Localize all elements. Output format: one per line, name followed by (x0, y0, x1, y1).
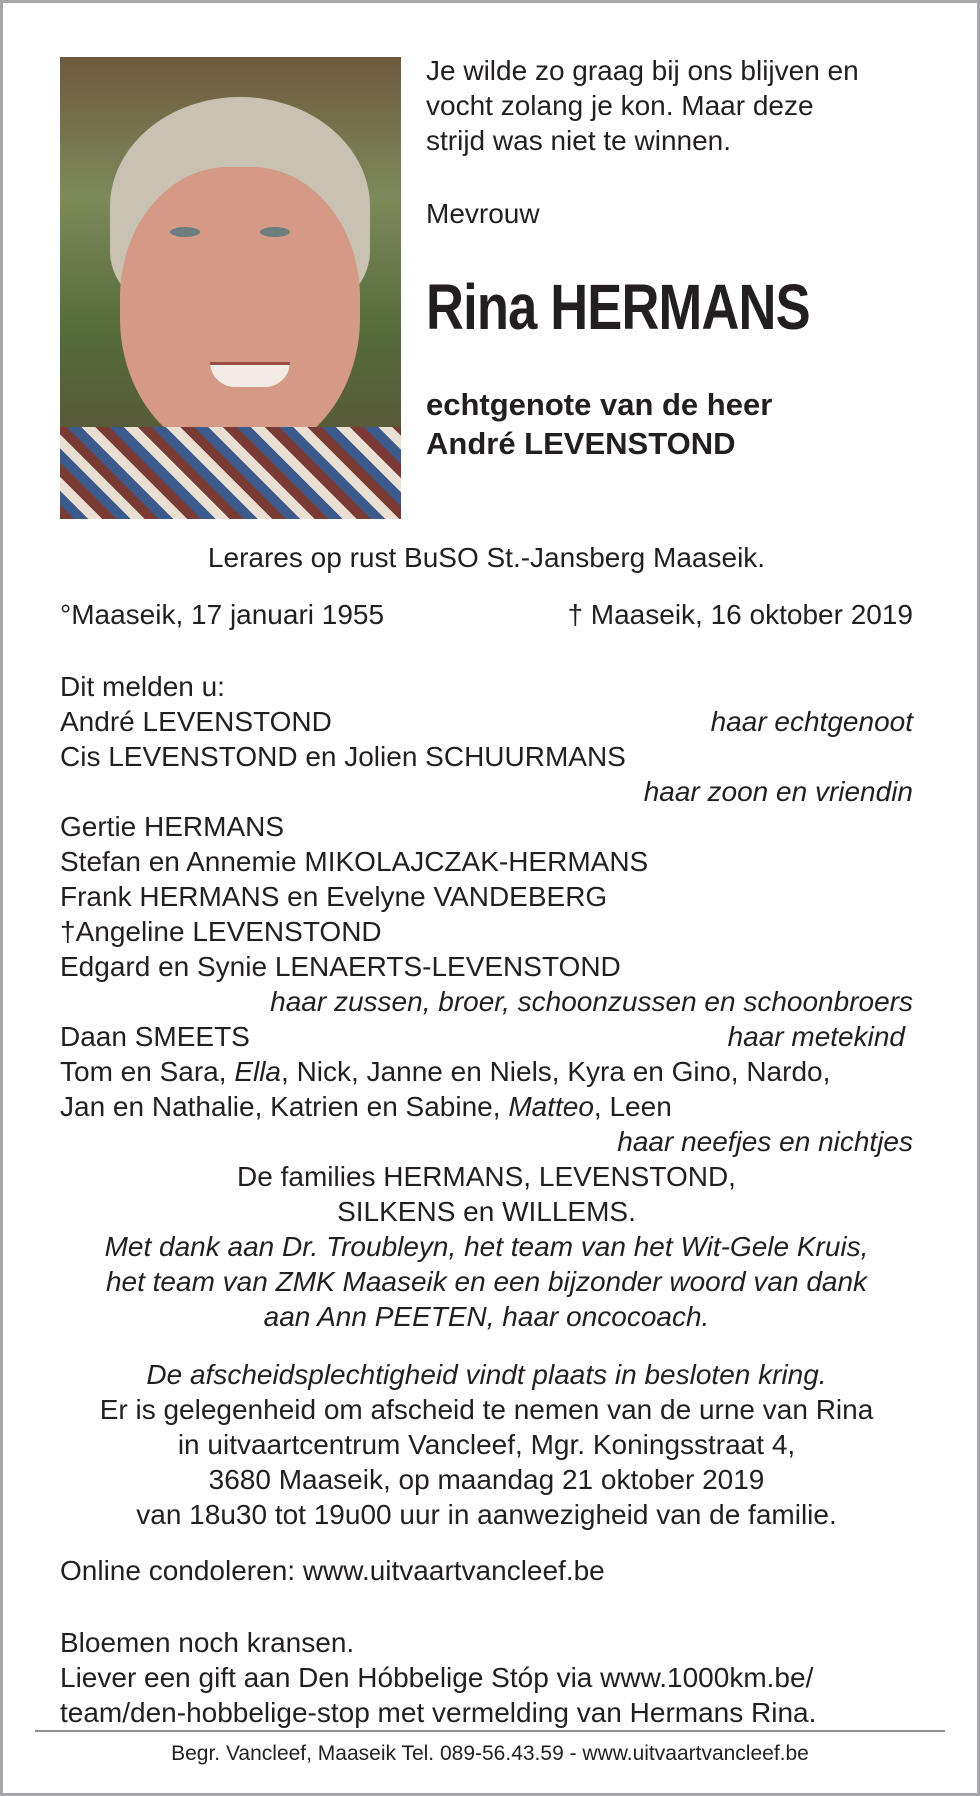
footer: Begr. Vancleef, Maaseik Tel. 089-56.43.59 - www.uitvaartvancleef.be (171, 1742, 809, 1765)
family-member: Stefan en Annemie MIKOLAJCZAK-HERMANS (60, 846, 649, 877)
birth-date: °Maaseik, 17 januari 1955 (60, 599, 385, 630)
relation: haar echtgenoot (710, 706, 913, 737)
flowers-note (60, 1625, 913, 1730)
online-condolences: Online condoleren: www.uitvaartvancleef.be (60, 1555, 605, 1586)
ceremony-line: 3680 Maaseik, op maandag 21 oktober 2019 (208, 1464, 765, 1495)
relation: haar zussen, broer, schoonzussen en schoonbroers (270, 986, 913, 1017)
poem-line: Je wilde zo graag bij ons blijven en (426, 55, 859, 86)
intro: Dit melden u: (60, 671, 225, 702)
thanks-line: Met dank aan Dr. Troubleyn, het team van het Wit-Gele Kruis, (104, 1231, 869, 1262)
occupation: Lerares op rust BuSO St.-Jansberg Maaseik. (207, 542, 766, 573)
family-member: †Angeline LEVENSTOND (60, 916, 382, 947)
ceremony-line: van 18u30 tot 19u00 uur in aanwezigheid van de familie. (136, 1499, 837, 1530)
family-member: André LEVENSTOND (60, 706, 332, 737)
flowers-line: team/den-hobbelige-stop met vermelding van Hermans Rina. (60, 1697, 817, 1728)
spouse (426, 385, 772, 463)
family-member: Cis LEVENSTOND en Jolien SCHUURMANS (60, 741, 626, 772)
relation: haar neefjes en nichtjes (617, 1126, 913, 1157)
salutation: Mevrouw (426, 198, 540, 229)
families: SILKENS en WILLEMS. (337, 1196, 636, 1227)
spouse-line: echtgenote van de heer (426, 387, 773, 422)
thanks-line: het team van ZMK Maaseik en een bijzonder woord van dank (105, 1266, 868, 1297)
spouse-line: André LEVENSTOND (426, 426, 736, 461)
dates (60, 597, 913, 632)
deceased-name: Rina HERMANS (426, 271, 810, 343)
family-member: Gertie HERMANS (60, 811, 285, 842)
relation: haar metekind (727, 1021, 905, 1052)
ceremony-line: in uitvaartcentrum Vancleef, Mgr. Koningsstraat 4, (177, 1429, 796, 1460)
family-member: Daan SMEETS (60, 1021, 250, 1052)
family-member: Jan en Nathalie, Katrien en Sabine, Matteo, Leen (60, 1091, 672, 1122)
death-date: † Maaseik, 16 oktober 2019 (567, 599, 913, 630)
family-member: Edgard en Synie LENAERTS-LEVENSTOND (60, 951, 621, 982)
divider (35, 1730, 945, 1732)
thanks-line: aan Ann PEETEN, haar oncocoach. (263, 1301, 710, 1332)
ceremony (60, 1357, 913, 1532)
ceremony-line: De afscheidsplechtigheid vindt plaats in besloten kring. (146, 1359, 827, 1390)
relation: haar zoon en vriendin (643, 776, 913, 807)
families: De families HERMANS, LEVENSTOND, (237, 1161, 736, 1192)
flowers-line: Liever een gift aan Den Hóbbelige Stóp via www.1000km.be/ (60, 1662, 814, 1693)
family-member: Tom en Sara, Ella, Nick, Janne en Niels, Kyra en Gino, Nardo, (60, 1056, 831, 1087)
family-member: Frank HERMANS en Evelyne VANDEBERG (60, 881, 608, 912)
flowers-line: Bloemen noch kransen. (60, 1627, 355, 1658)
ceremony-line: Er is gelegenheid om afscheid te nemen van de urne van Rina (99, 1394, 874, 1425)
family-list (60, 669, 913, 1334)
poem-line: strijd was niet te winnen. (426, 125, 732, 156)
poem-line: vocht zolang je kon. Maar deze (426, 90, 814, 121)
poem (426, 53, 859, 158)
portrait-photo (60, 57, 401, 519)
